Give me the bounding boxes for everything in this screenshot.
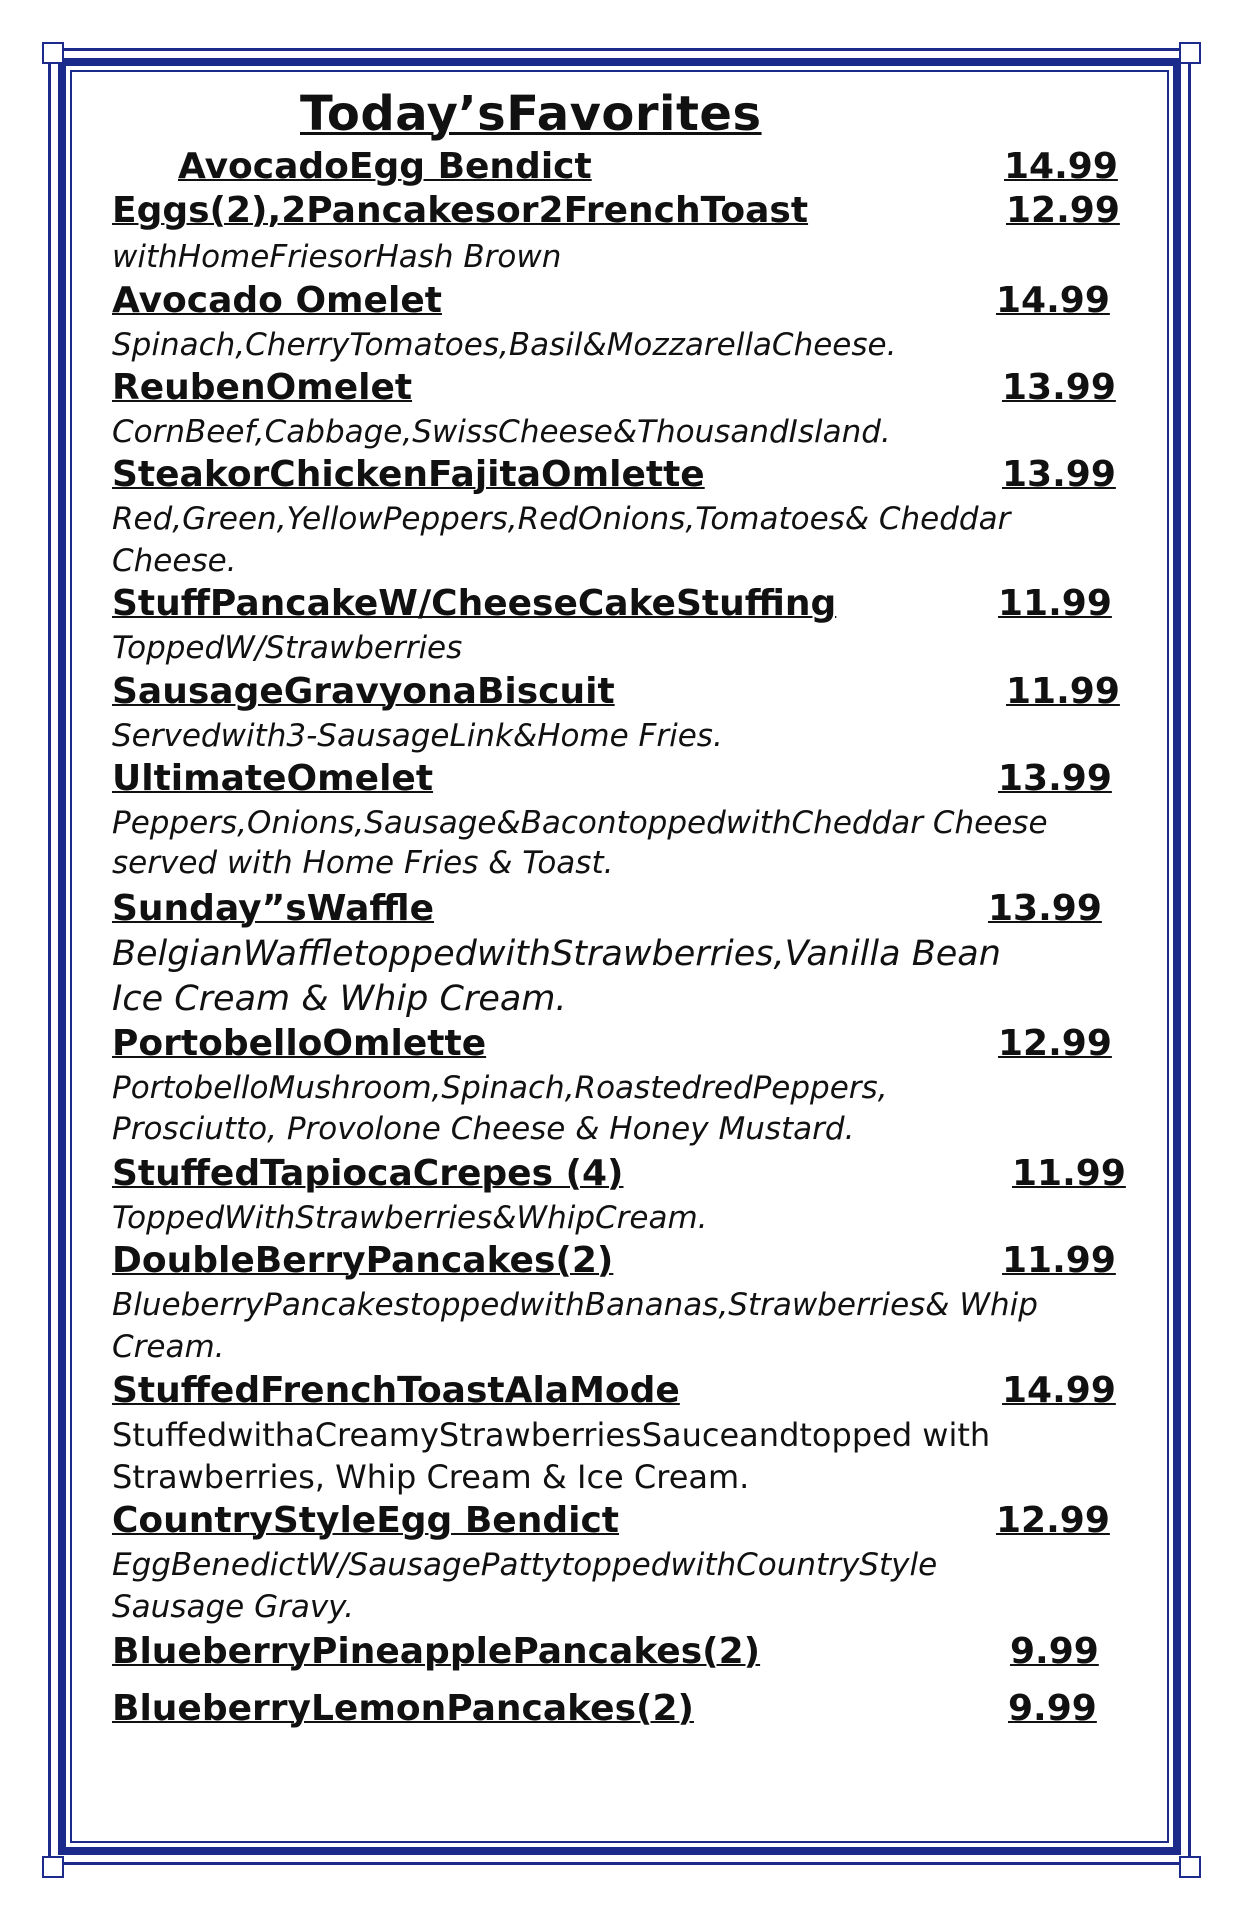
menu-item-name: BlueberryPineapplePancakes(2) [112, 1631, 761, 1672]
menu-item-price: 11.99 [1002, 1240, 1116, 1281]
menu-item-name: StuffedFrenchToastAlaMode [112, 1370, 680, 1411]
menu-item-description: Sausage Gravy. [112, 1589, 354, 1625]
corner-ornament [42, 1856, 64, 1878]
menu-item-description: withHomeFriesorHash Brown [112, 239, 562, 275]
menu-item-price: 9.99 [1010, 1631, 1099, 1672]
menu-item-description: ToppedWithStrawberries&WhipCream. [112, 1200, 708, 1236]
menu-title: Today’sFavorites [300, 86, 762, 142]
menu-item-description: Ice Cream & Whip Cream. [112, 979, 567, 1019]
menu-item-name: SteakorChickenFajitaOmlette [112, 454, 705, 495]
menu-item-description: CornBeef,Cabbage,SwissCheese&ThousandIsland. [112, 414, 891, 450]
menu-item-price: 13.99 [1002, 367, 1116, 408]
menu-item-price: 11.99 [1012, 1153, 1126, 1194]
menu-item-price: 11.99 [998, 583, 1112, 624]
menu-item-price: 12.99 [1006, 190, 1120, 231]
menu-item-name: StuffPancakeW/CheeseCakeStuffing [112, 583, 837, 624]
menu-item-price: 14.99 [1002, 1370, 1116, 1411]
menu-item-name: PortobelloOmlette [112, 1023, 487, 1064]
menu-item-name: BlueberryLemonPancakes(2) [112, 1688, 694, 1729]
menu-item-description: Peppers,Onions,Sausage&BacontoppedwithCheddar Cheese [112, 805, 1048, 841]
menu-item-price: 14.99 [1004, 146, 1118, 187]
menu-item-description: Spinach,CherryTomatoes,Basil&MozzarellaCheese. [112, 327, 897, 363]
menu-item-name: UltimateOmelet [112, 758, 434, 799]
menu-item-description: Prosciutto, Provolone Cheese & Honey Mustard. [112, 1111, 855, 1147]
menu-item-description: PortobelloMushroom,Spinach,RoastedredPeppers, [112, 1070, 888, 1106]
menu-item-name: SausageGravyonaBiscuit [112, 671, 615, 712]
corner-ornament [42, 42, 64, 64]
menu-item-description: BelgianWaffletoppedwithStrawberries,Vanilla Bean [112, 934, 1001, 974]
menu-item-name: AvocadoEgg Bendict [178, 146, 592, 187]
menu-item-price: 13.99 [1002, 454, 1116, 495]
menu-item-price: 9.99 [1008, 1688, 1097, 1729]
menu-item-name: DoubleBerryPancakes(2) [112, 1240, 614, 1281]
corner-ornament [1179, 42, 1201, 64]
menu-item-description: Strawberries, Whip Cream & Ice Cream. [112, 1458, 750, 1496]
menu-item-name: Eggs(2),2Pancakesor2FrenchToast [112, 190, 809, 231]
menu-item-description: Cream. [112, 1329, 225, 1365]
menu-item-price: 12.99 [998, 1023, 1112, 1064]
menu-item-price: 13.99 [988, 888, 1102, 929]
menu-item-name: ReubenOmelet [112, 367, 413, 408]
menu-item-description: Servedwith3-SausageLink&Home Fries. [112, 718, 723, 754]
menu-item-name: StuffedTapiocaCrepes (4) [112, 1153, 624, 1194]
menu-item-description: served with Home Fries & Toast. [112, 845, 614, 881]
menu-item-description: EggBenedictW/SausagePattytoppedwithCountryStyle [112, 1547, 938, 1583]
menu-item-price: 11.99 [1006, 671, 1120, 712]
menu-item-price: 12.99 [996, 1500, 1110, 1541]
corner-ornament [1179, 1856, 1201, 1878]
menu-item-price: 14.99 [996, 280, 1110, 321]
menu-item-description: StuffedwithaCreamyStrawberriesSauceandtopped with [112, 1416, 991, 1454]
menu-item-description: BlueberryPancakestoppedwithBananas,Strawberries& Whip [112, 1287, 1038, 1323]
menu-item-name: Sunday”sWaffle [112, 888, 435, 929]
menu-item-description: Red,Green,YellowPeppers,RedOnions,Tomatoes& Cheddar [112, 501, 1011, 537]
menu-item-description: ToppedW/Strawberries [112, 630, 463, 666]
menu-item-name: Avocado Omelet [112, 280, 442, 321]
menu-item-description: Cheese. [112, 543, 237, 579]
menu-item-name: CountryStyleEgg Bendict [112, 1500, 620, 1541]
menu-item-price: 13.99 [998, 758, 1112, 799]
